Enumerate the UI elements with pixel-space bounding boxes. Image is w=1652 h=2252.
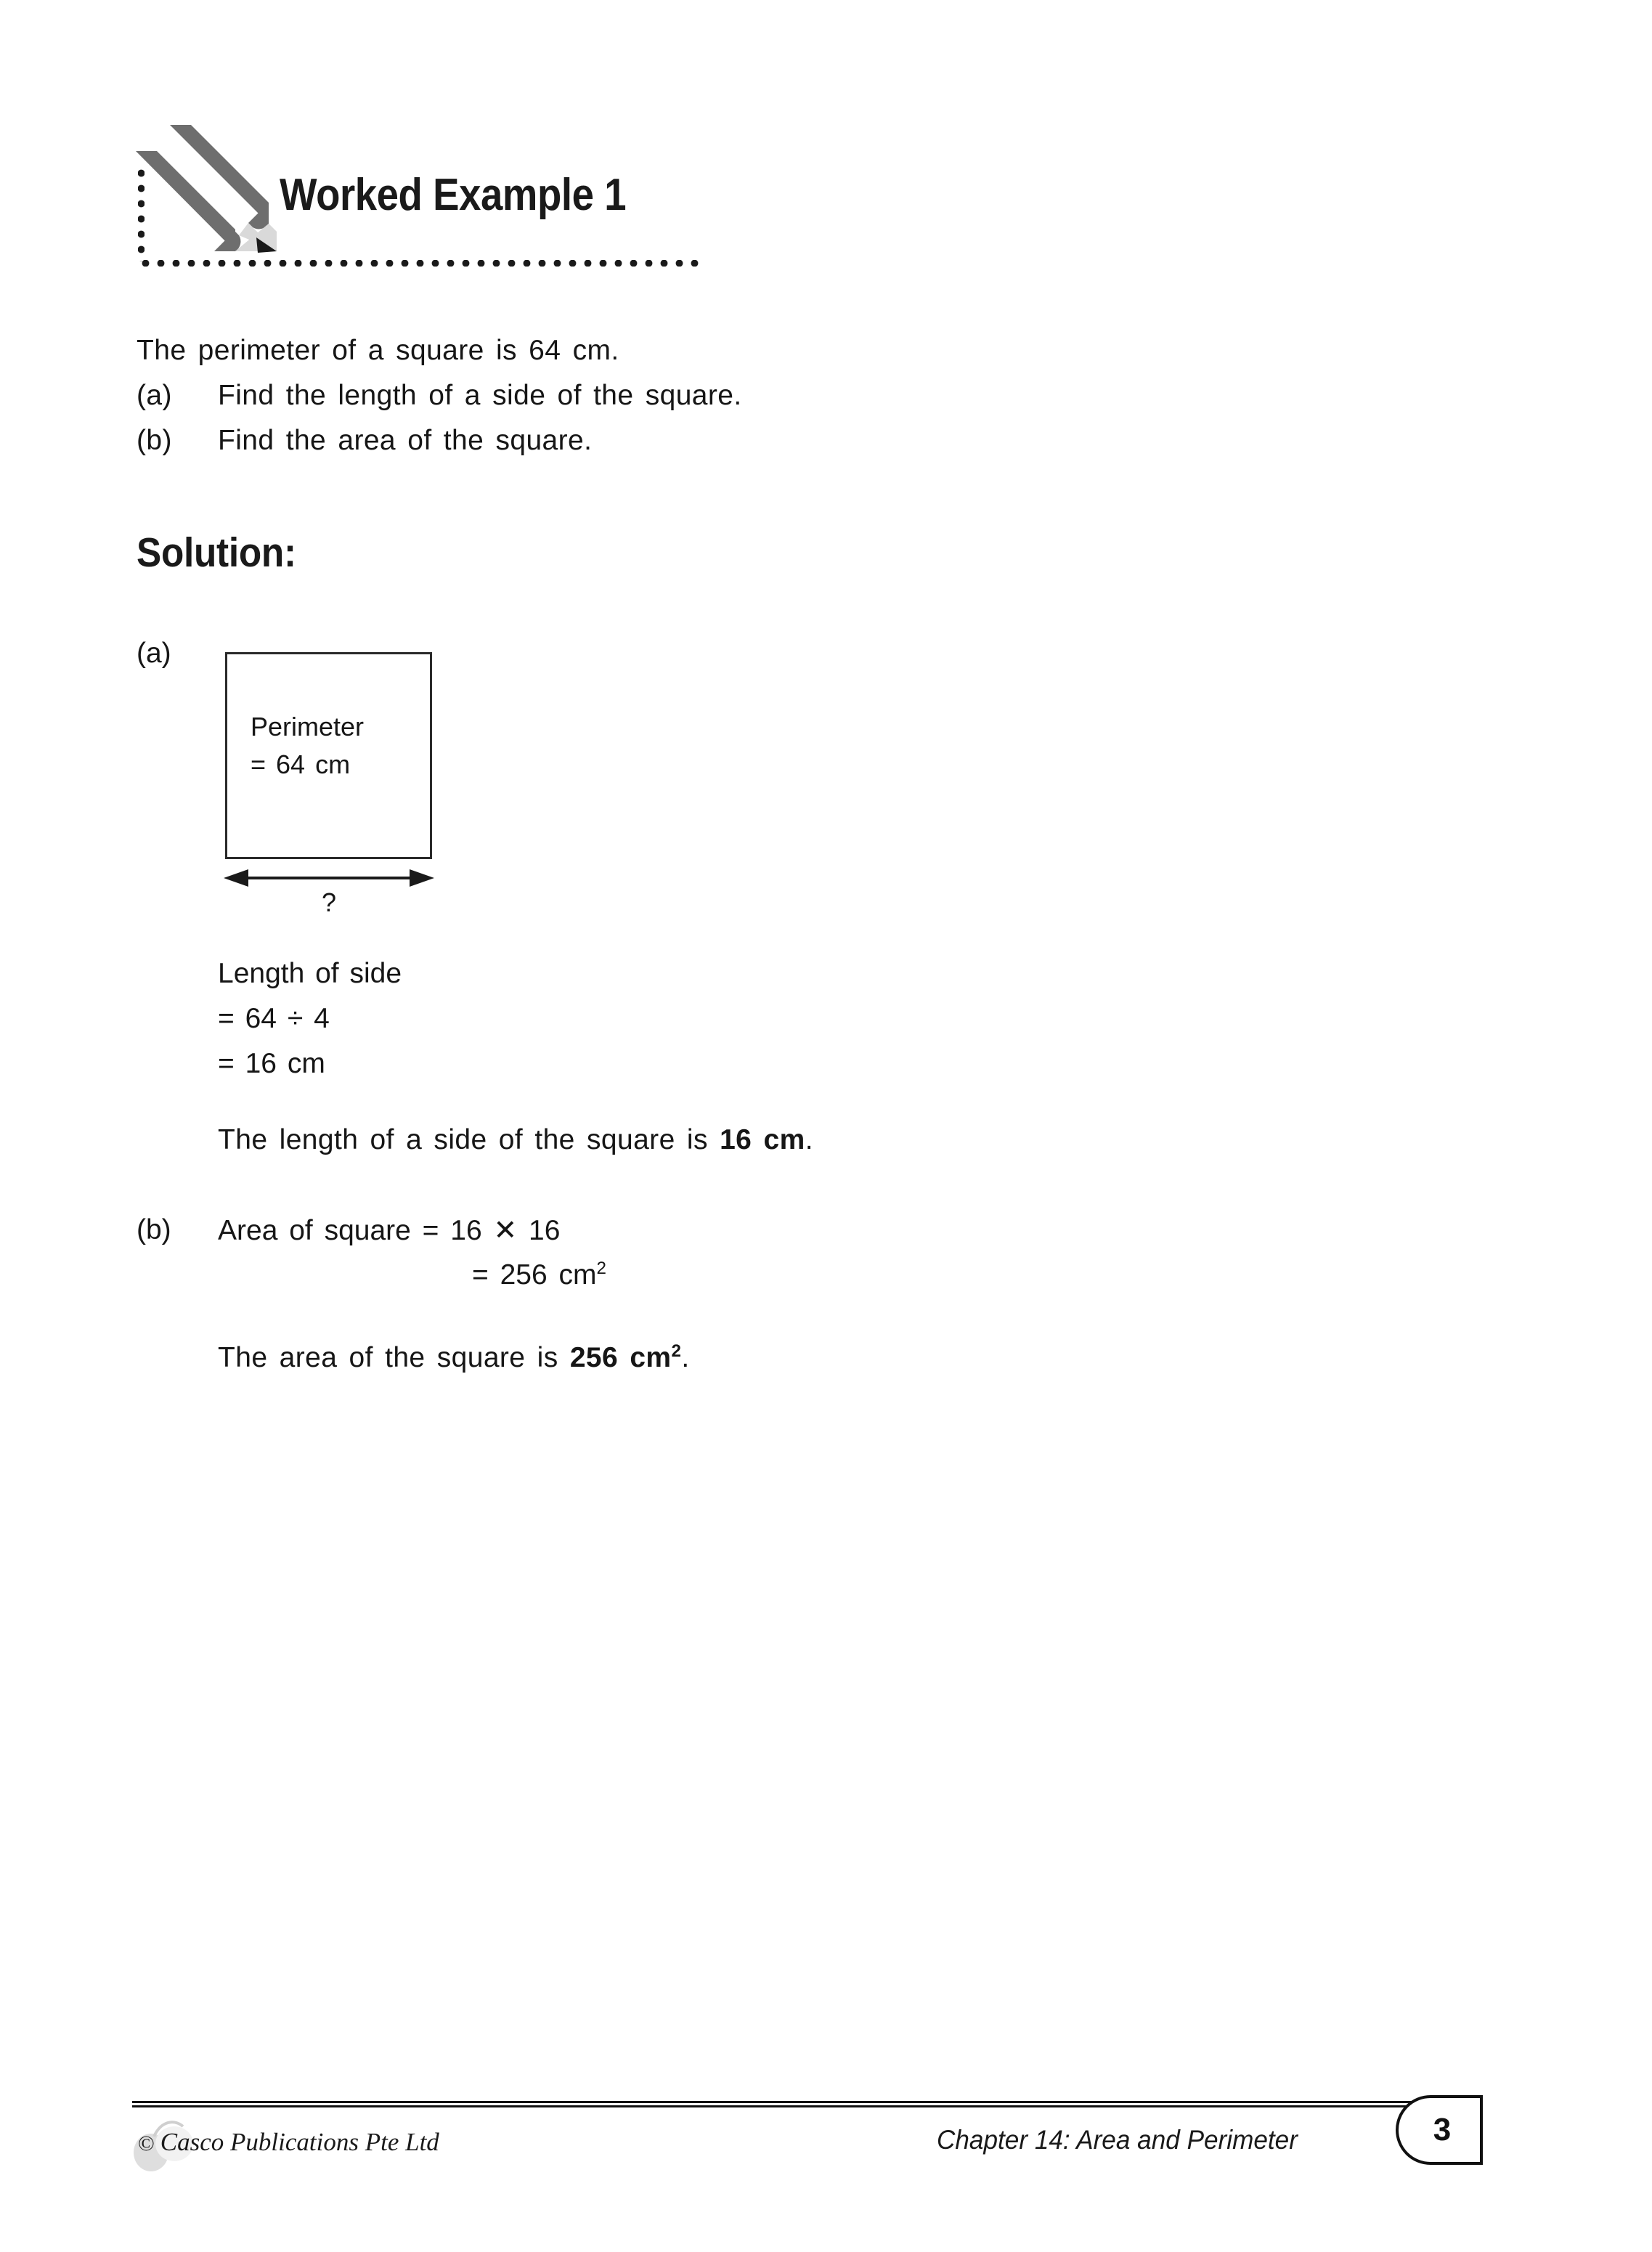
part-b-working-line-2 — [472, 1259, 606, 1291]
question-item-a-label: (a) — [137, 380, 172, 411]
part-b-answer-value-text: 256 cm — [569, 1342, 672, 1373]
solution-part-b-label: (b) — [137, 1214, 171, 1245]
part-b-answer-prefix: The area of the square is — [218, 1342, 570, 1373]
question-item-b-text: Find the area of the square. — [218, 425, 593, 456]
part-a-working-line-3: = 16 cm — [218, 1048, 325, 1079]
question-intro: The perimeter of a square is 64 cm. — [137, 335, 619, 366]
page-number-badge — [1396, 2095, 1483, 2165]
part-b-answer-sentence — [218, 1342, 690, 1374]
part-a-answer-suffix: . — [805, 1124, 813, 1155]
part-b-answer-value — [570, 1342, 682, 1373]
part-b-working-line-2-text: = 256 cm — [472, 1259, 597, 1290]
square-diagram-label — [251, 708, 364, 784]
part-a-working-line-1: Length of side — [218, 958, 402, 989]
part-b-working-line-1: Area of square = 16 ✕ 16 — [218, 1215, 561, 1246]
dimension-arrow-icon — [222, 869, 436, 887]
worked-example-header — [134, 109, 715, 276]
footer-divider — [132, 2101, 1483, 2107]
header-dotted-line-vertical — [138, 166, 145, 261]
question-item-a-text: Find the length of a side of the square. — [218, 380, 742, 411]
pencil-icon — [134, 109, 290, 265]
square-diagram-label-line2: = 64 cm — [251, 749, 351, 779]
part-a-answer-value: 16 cm — [720, 1124, 805, 1155]
solution-heading: Solution: — [137, 529, 296, 576]
part-b-working-line-2-superscript: 2 — [596, 1259, 606, 1278]
footer-publisher: Casco Publications Pte Ltd — [160, 2128, 439, 2156]
footer-copyright — [138, 2128, 439, 2157]
part-a-working-line-2: = 64 ÷ 4 — [218, 1003, 330, 1034]
page-number: 3 — [1433, 2112, 1452, 2147]
square-diagram-label-line1: Perimeter — [251, 712, 365, 741]
part-a-answer-sentence — [218, 1124, 813, 1156]
dimension-unknown-label: ? — [321, 887, 337, 917]
footer-chapter-title: Chapter 14: Area and Perimeter — [937, 2125, 1298, 2155]
part-b-answer-value-superscript: 2 — [671, 1341, 682, 1361]
part-b-answer-suffix: . — [681, 1342, 690, 1373]
question-item-b-label: (b) — [137, 425, 172, 456]
page-title: Worked Example 1 — [280, 170, 627, 220]
copyright-icon: © — [138, 2131, 155, 2155]
solution-part-a-label: (a) — [137, 638, 171, 669]
part-a-answer-prefix: The length of a side of the square is — [218, 1124, 720, 1155]
part-a-working — [218, 951, 402, 1086]
header-dotted-line-horizontal — [138, 260, 701, 267]
